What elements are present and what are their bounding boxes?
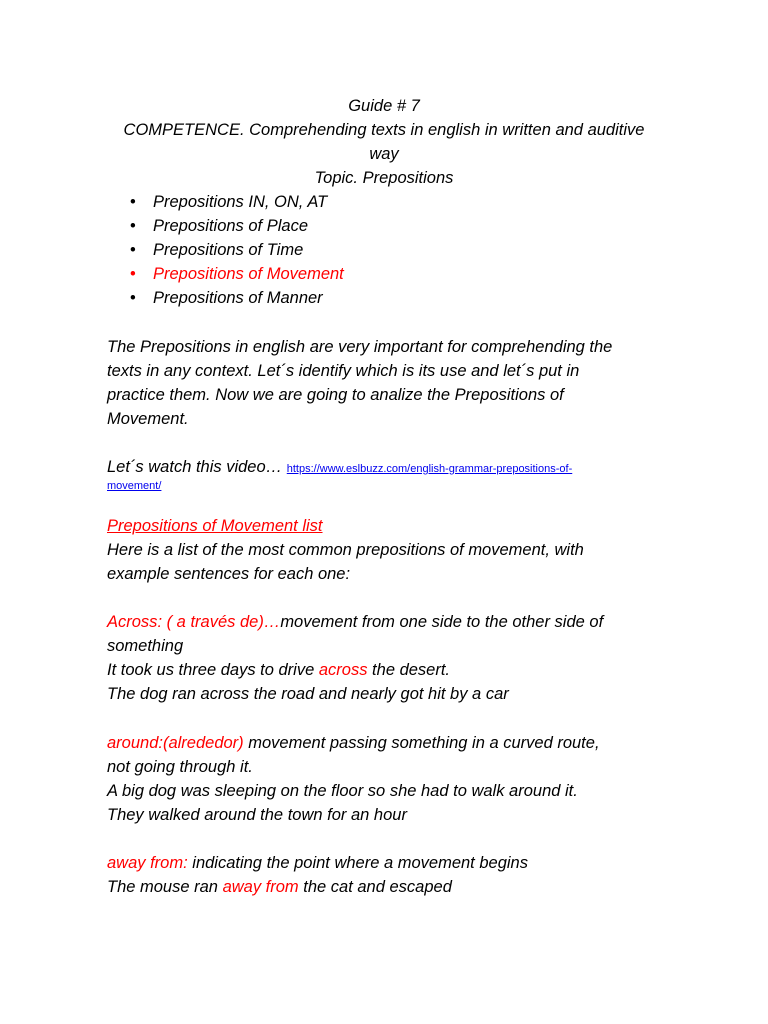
competence-line-1: COMPETENCE. Comprehending texts in english in written and auditive <box>123 121 645 139</box>
entry-definition-line <box>107 851 528 875</box>
video-prefix: Let´s watch this video… <box>107 458 287 476</box>
example-highlight: across <box>318 661 368 679</box>
list-item-label: Prepositions IN, ON, AT <box>153 193 328 211</box>
list-item-label: Prepositions of Movement <box>153 265 344 283</box>
guide-title: Guide # 7 <box>348 97 420 115</box>
entry-example: They walked around the town for an hour <box>107 806 407 824</box>
entry-example: The dog ran across the road and nearly got hit by a car <box>107 685 509 703</box>
example-text: the desert. <box>367 661 451 679</box>
bullet-icon: • <box>130 217 136 235</box>
bullet-icon: • <box>130 193 136 211</box>
list-description-line: Here is a list of the most common prepositions of movement, with <box>107 541 584 559</box>
video-line <box>107 455 572 481</box>
entry-definition: movement passing something in a curved route, <box>243 734 600 752</box>
list-heading: Prepositions of Movement list <box>107 517 323 535</box>
list-item-label: Prepositions of Time <box>153 241 304 259</box>
entry-definition-continued: something <box>107 637 184 655</box>
entry-translation: : ( a través de)… <box>157 613 281 631</box>
video-link[interactable]: https://www.eslbuzz.com/english-grammar-prepositions-of- <box>286 463 573 475</box>
entry-example <box>107 658 450 682</box>
video-link-continued-line <box>107 474 161 496</box>
competence-line-2: way <box>369 145 399 163</box>
example-text: the cat and escaped <box>298 878 452 896</box>
entry-example <box>107 875 452 899</box>
intro-line: practice them. Now we are going to analize the Prepositions of <box>107 386 564 404</box>
entry-definition-line <box>107 731 600 755</box>
entry-term: away from: <box>107 854 188 872</box>
list-description-line: example sentences for each one: <box>107 565 351 583</box>
example-highlight: away from <box>222 878 299 896</box>
entry-definition: movement from one side to the other side of <box>280 613 604 631</box>
intro-line: texts in any context. Let´s identify which is its use and let´s put in <box>107 362 580 380</box>
bullet-icon: • <box>130 241 136 259</box>
list-item-label: Prepositions of Manner <box>153 289 323 307</box>
intro-line: Movement. <box>107 410 189 428</box>
example-text: The mouse ran <box>107 878 223 896</box>
intro-line: The Prepositions in english are very important for comprehending the <box>107 338 613 356</box>
video-link-continued[interactable]: movement/ <box>107 480 162 492</box>
example-text: It took us three days to drive <box>107 661 319 679</box>
entry-term: Across <box>107 613 158 631</box>
entry-term: around:(alrededor) <box>107 734 244 752</box>
bullet-icon: • <box>130 265 136 283</box>
topic-title: Topic. Prepositions <box>314 169 454 187</box>
bullet-icon: • <box>130 289 136 307</box>
entry-definition-continued: not going through it. <box>107 758 253 776</box>
list-item-label: Prepositions of Place <box>153 217 309 235</box>
entry-example: A big dog was sleeping on the floor so she had to walk around it. <box>107 782 578 800</box>
entry-definition: indicating the point where a movement begins <box>187 854 528 872</box>
entry-definition-line <box>107 610 603 634</box>
